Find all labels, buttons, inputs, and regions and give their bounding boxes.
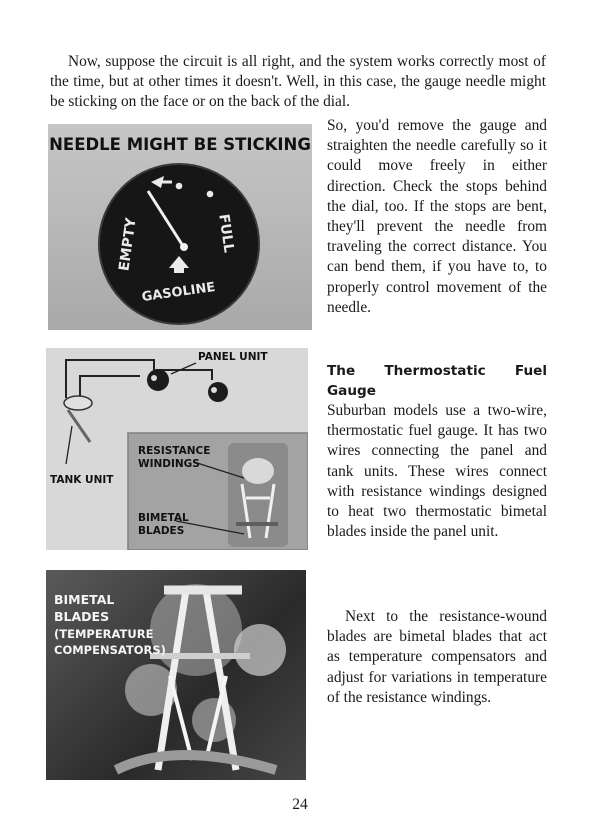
bimetal-caption-line4: COMPENSATORS) <box>54 643 166 657</box>
page-number: 24 <box>292 796 308 813</box>
tank-unit-part <box>64 396 92 410</box>
panel-unit-label: PANEL UNIT <box>198 351 268 363</box>
bimetal-caption-line2: BLADES <box>54 609 110 624</box>
next-paragraph: Next to the resistance-wound blades are bimetal blades that act as temperature compensators and adjust for variations in temperature of the resistance windings. <box>327 608 547 706</box>
thermostatic-section <box>327 361 547 542</box>
figure1-title: NEEDLE MIGHT BE STICKING <box>49 135 311 154</box>
intro-paragraph: Now, suppose the circuit is all right, and the system works correctly most of the time, but at other times it doesn't. Well, in this case, the gauge needle might be sticking on the face or on the back of the dial. <box>50 53 546 111</box>
stop-dot-top <box>176 183 183 190</box>
bimetal-caption-line3: (TEMPERATURE <box>54 627 154 641</box>
gauge-empty-label: EMPTY <box>116 216 140 273</box>
bimetal-caption-line1: BIMETAL <box>54 592 115 607</box>
resistance-label-line2: WINDINGS <box>138 458 200 470</box>
figure-needle-sticking <box>48 124 312 330</box>
tank-unit-label: TANK UNIT <box>50 474 114 486</box>
panel-unit-part <box>147 369 169 391</box>
figure-bimetal-blades <box>46 570 306 780</box>
gauge-full-label: FULL <box>215 213 237 254</box>
gauge-gasoline-label: GASOLINE <box>140 279 217 306</box>
bimetal-label-line1: BIMETAL <box>138 512 189 524</box>
wiring-diagram <box>46 348 308 550</box>
stop-dot-right <box>207 191 214 198</box>
bimetal-photo <box>46 570 306 780</box>
resistance-label-line1: RESISTANCE <box>138 445 211 457</box>
thermostatic-paragraph: Suburban models use a two-wire, thermostatic fuel gauge. It has two wires connecting the panel and tank units. These wires connect with resistance windings designed to heat two thermostatic bimetal blades inside the panel unit. <box>327 402 547 541</box>
bimetal-label-line2: BLADES <box>138 525 185 537</box>
sticking-paragraph: So, you'd remove the gauge and straighten the needle carefully so it could move freely in either direction. Check the stops behind the dial, too. If the stops are bent, they'll prevent the needle from traveling the correct distance. You can bend them, if you have to, to properly control movement of the needle. <box>327 117 547 316</box>
fuel-gauge-illustration <box>48 124 312 330</box>
thermostatic-heading: The Thermostatic Fuel Gauge <box>327 363 547 399</box>
figure-thermostatic-wiring <box>46 348 308 550</box>
